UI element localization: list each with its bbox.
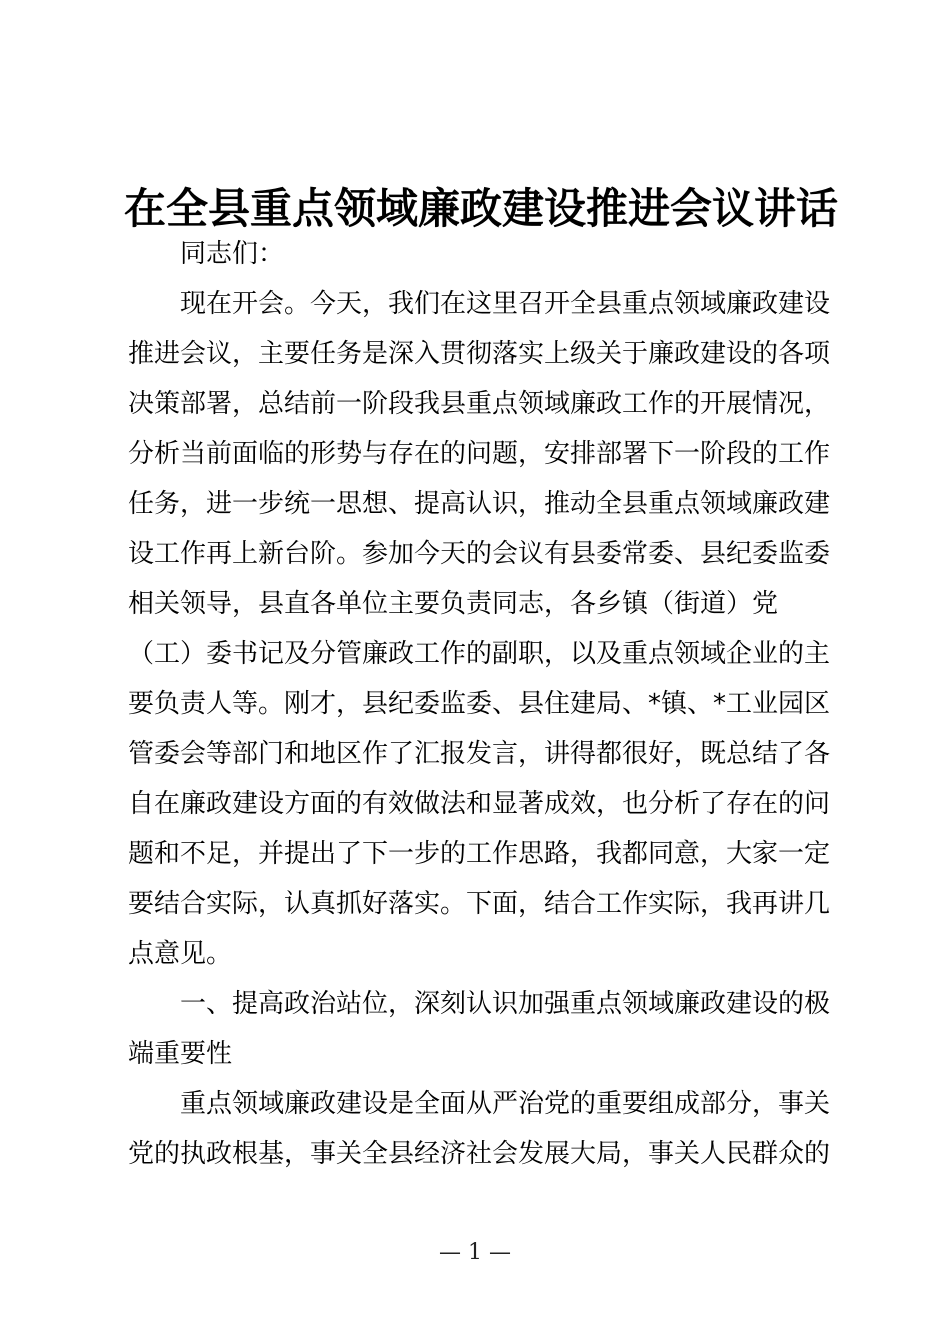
paragraph-line: 重点领域廉政建设是全面从严治党的重要组成部分，事关 [180, 1089, 831, 1119]
paragraph-line: 设工作再上新台阶。参加今天的会议有县委常委、县纪委监委 [128, 539, 831, 569]
document-title: 在全县重点领域廉政建设推进会议讲话 [124, 184, 839, 233]
paragraph-line: 决策部署，总结前一阶段我县重点领域廉政工作的开展情况， [128, 389, 831, 419]
paragraph-line: 相关领导，县直各单位主要负责同志，各乡镇（街道）党 [128, 589, 779, 619]
paragraph-line: 现在开会。今天，我们在这里召开全县重点领域廉政建设 [180, 289, 831, 319]
paragraph-line: 题和不足，并提出了下一步的工作思路，我都同意，大家一定 [128, 839, 831, 869]
paragraph-line: 推进会议，主要任务是深入贯彻落实上级关于廉政建设的各项 [128, 339, 831, 369]
paragraph-line: 党的执政根基，事关全县经济社会发展大局，事关人民群众的 [128, 1139, 831, 1169]
paragraph-line: 任务，进一步统一思想、提高认识，推动全县重点领域廉政建 [128, 489, 831, 519]
paragraph-line: 要负责人等。刚才，县纪委监委、县住建局、*镇、*工业园区 [128, 689, 831, 719]
paragraph-line: 自在廉政建设方面的有效做法和显著成效，也分析了存在的问 [128, 789, 831, 819]
paragraph-line: 点意见。 [128, 939, 233, 969]
paragraph-line: 分析当前面临的形势与存在的问题，安排部署下一阶段的工作 [128, 439, 831, 469]
paragraph-line: （工）委书记及分管廉政工作的副职，以及重点领域企业的主 [128, 639, 831, 669]
paragraph-line: 管委会等部门和地区作了汇报发言，讲得都很好，既总结了各 [128, 739, 831, 769]
page-number: — 1 — [439, 1240, 511, 1265]
section-heading-line: 端重要性 [128, 1039, 233, 1069]
salutation-line: 同志们： [180, 239, 285, 269]
section-heading-line: 一、提高政治站位，深刻认识加强重点领域廉政建设的极 [180, 989, 831, 1019]
document-body [128, 229, 832, 1179]
paragraph-line: 要结合实际，认真抓好落实。下面，结合工作实际，我再讲几 [128, 889, 831, 919]
